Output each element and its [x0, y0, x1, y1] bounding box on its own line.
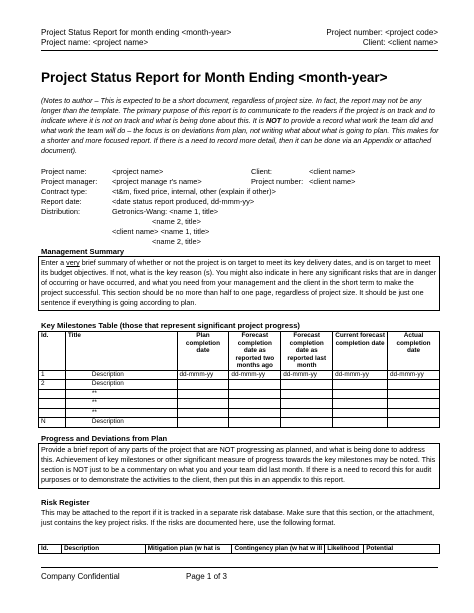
label-project-number: Project number: — [251, 177, 304, 186]
risk-col-id: Id. — [39, 545, 62, 554]
col-current-forecast: Current forecast completion date — [333, 332, 388, 371]
cell-current-forecast[interactable] — [333, 399, 388, 409]
label-distribution: Distribution: — [41, 207, 81, 216]
milestones-header-row — [39, 332, 440, 371]
cell-title[interactable]: ** — [65, 389, 177, 399]
page-title: Project Status Report for Month Ending <month-year> — [41, 70, 388, 85]
milestones-heading: Key Milestones Table (those that represent significant project progress) — [41, 321, 300, 330]
value-project-name: <project name> — [112, 167, 164, 176]
risk-table — [38, 544, 440, 554]
header-client: Client: <client name> — [362, 38, 438, 47]
cell-actual-date[interactable] — [388, 418, 440, 428]
table-row — [39, 380, 440, 390]
footer-confidential: Company Confidential — [41, 572, 120, 581]
distribution-line-2: <name 2, title> — [152, 217, 201, 226]
cell-actual-date[interactable] — [388, 408, 440, 418]
cell-current-forecast[interactable] — [333, 408, 388, 418]
notes-emphasis: NOT — [265, 116, 282, 125]
table-row — [39, 370, 440, 380]
milestones-table — [38, 331, 440, 428]
cell-title[interactable]: ** — [65, 399, 177, 409]
col-plan-date: Plan completion date — [177, 332, 229, 371]
table-row — [39, 408, 440, 418]
progress-heading: Progress and Deviations from Plan — [41, 434, 168, 443]
cell-forecast-two-months[interactable] — [229, 389, 281, 399]
label-client: Client: — [251, 167, 272, 176]
risk-register-text: This may be attached to the report if it is tracked in a separate risk database. Make sure that this section, or the attachment, just contains the key project risks. If the risks are documented here, use the following format. — [41, 508, 435, 527]
cell-title[interactable]: Description — [65, 418, 177, 428]
cell-actual-date[interactable] — [388, 399, 440, 409]
table-row — [39, 399, 440, 409]
risk-register-heading: Risk Register — [41, 498, 90, 507]
cell-forecast-last-month[interactable] — [281, 380, 333, 390]
summary-emphasis: very — [66, 258, 80, 267]
cell-id[interactable]: N — [39, 418, 66, 428]
cell-forecast-last-month[interactable] — [281, 418, 333, 428]
cell-plan-date[interactable] — [177, 408, 229, 418]
cell-plan-date[interactable] — [177, 418, 229, 428]
label-contract-type: Contract type: — [41, 187, 88, 196]
distribution-line-3: <client name> <name 1, title> — [112, 227, 210, 236]
cell-forecast-two-months[interactable] — [229, 380, 281, 390]
cell-forecast-two-months[interactable] — [229, 408, 281, 418]
col-title: Title — [65, 332, 177, 371]
footer-page-number: Page 1 of 3 — [186, 572, 227, 581]
cell-actual-date[interactable] — [388, 380, 440, 390]
cell-current-forecast[interactable] — [333, 389, 388, 399]
cell-forecast-last-month[interactable] — [281, 389, 333, 399]
management-summary-box[interactable]: Enter a very brief summary of whether or not the project is on target to meet its key delivery dates, and is on target to meet its budget objectives. If not, what is the key reason (s). You might also indicate in here any significant risks that are in danger of occurring or have occurred, and what you need from your management and the client in the short term to make the project successful. This section should be no more than half to one page, regardless of project size. It should be just one sentence if everything is going according to plan. — [38, 256, 440, 311]
cell-id[interactable] — [39, 389, 66, 399]
distribution-line-1: Getronics-Wang: <name 1, title> — [112, 207, 219, 216]
risk-col-likelihood: Likelihood — [325, 545, 364, 554]
cell-title[interactable]: Description — [65, 380, 177, 390]
cell-current-forecast[interactable] — [333, 380, 388, 390]
cell-forecast-two-months[interactable] — [229, 399, 281, 409]
cell-id[interactable]: 2 — [39, 380, 66, 390]
col-forecast-last-month: Forecast completion date as reported last month — [281, 332, 333, 371]
cell-id[interactable] — [39, 408, 66, 418]
value-project-number: <client name> — [309, 177, 356, 186]
value-contract-type: <t&m, fixed price, internal, other (explain if other)> — [112, 187, 276, 196]
cell-forecast-last-month[interactable] — [281, 399, 333, 409]
cell-forecast-last-month[interactable]: dd-mmm-yy — [281, 370, 333, 380]
cell-title[interactable]: Description — [65, 370, 177, 380]
footer-rule — [41, 567, 438, 568]
risk-header-row — [39, 545, 440, 554]
cell-forecast-two-months[interactable] — [229, 418, 281, 428]
cell-title[interactable]: ** — [65, 408, 177, 418]
risk-col-potential: Potential — [364, 545, 440, 554]
label-project-name: Project name: — [41, 167, 87, 176]
value-client: <client name> — [309, 167, 356, 176]
table-row — [39, 418, 440, 428]
notes-to-author: (Notes to author – This is expected to be a short document, regardless of project size. In fact, the report may not be any longer than the template. The primary purpose of this report is to communicate to the readers if the project is on track and to indicate where it is not on track and what is being done about this. It is NOT to provide a record what work the team did and what work the team will do – the focus is on deviations from plan, not writing what about what is going to plan. This makes for a shorter and more focused report. If there is a need to record more detail, then it can be done via an Appendix or attached document). — [41, 96, 439, 155]
header-report-period: Project Status Report for month ending <month-year> — [41, 28, 232, 37]
col-actual-date: Actual completion date — [388, 332, 440, 371]
header-rule — [41, 50, 438, 51]
col-forecast-two-months: Forecast completion date as reported two months ago — [229, 332, 281, 371]
cell-plan-date[interactable] — [177, 399, 229, 409]
cell-id[interactable] — [39, 399, 66, 409]
cell-plan-date[interactable] — [177, 389, 229, 399]
label-report-date: Report date: — [41, 197, 82, 206]
header-project-name: Project name: <project name> — [41, 38, 149, 47]
risk-col-contingency: Contingency plan (w hat w ill — [232, 545, 325, 554]
col-id: Id. — [39, 332, 66, 371]
cell-actual-date[interactable] — [388, 389, 440, 399]
table-row — [39, 389, 440, 399]
cell-plan-date[interactable] — [177, 380, 229, 390]
progress-box[interactable]: Provide a brief report of any parts of the project that are NOT progressing as planned, and what is being done to address this. Achievement of key milestones or other significant measure of progress towards the key milestones may be noted. This section is NOT just to be a commentary on what you and your team did last month. If there is a need to record this for audit purposes or to demonstrate the activities to the client, then put this in an appendix to this report. — [38, 443, 440, 489]
cell-current-forecast[interactable]: dd-mmm-yy — [333, 370, 388, 380]
cell-plan-date[interactable]: dd-mmm-yy — [177, 370, 229, 380]
distribution-line-4: <name 2, title> — [152, 237, 201, 246]
cell-forecast-last-month[interactable] — [281, 408, 333, 418]
risk-col-description: Description — [61, 545, 145, 554]
cell-id[interactable]: 1 — [39, 370, 66, 380]
cell-actual-date[interactable]: dd-mmm-yy — [388, 370, 440, 380]
header-project-number: Project number: <project code> — [326, 28, 438, 37]
value-project-manager: <project manage r's name> — [112, 177, 202, 186]
management-summary-heading: Management Summary — [41, 247, 125, 256]
label-project-manager: Project manager: — [41, 177, 98, 186]
cell-forecast-two-months[interactable]: dd-mmm-yy — [229, 370, 281, 380]
value-report-date: <date status report produced, dd-mmm-yy> — [112, 197, 255, 206]
cell-current-forecast[interactable] — [333, 418, 388, 428]
risk-col-mitigation: Mitigation plan (w hat is — [145, 545, 232, 554]
